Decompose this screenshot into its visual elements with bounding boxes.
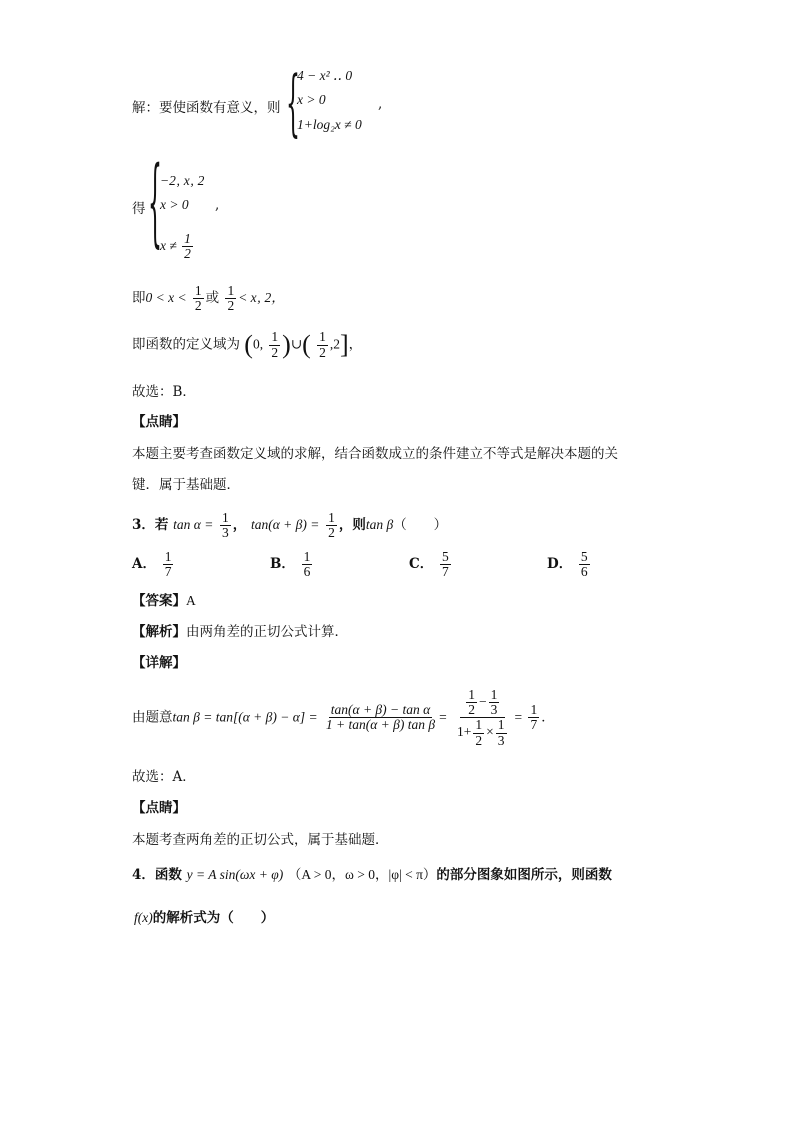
dianjing-text: 键．属于基础题． — [132, 477, 240, 493]
dianjing-text: 本题考查两角差的正切公式，属于基础题． — [132, 832, 389, 848]
choose-answer: 故选：B． — [132, 384, 196, 400]
dianjing-text: 本题主要考查函数定义域的求解，结合函数成立的条件建立不等式是解决本题的关 — [132, 446, 618, 462]
comma: , — [215, 197, 220, 213]
option-d[interactable]: D． $\frac{5}{6}$ — [547, 549, 588, 580]
question-4-stem-cont: f(x)的解析式为（ ） — [134, 910, 275, 926]
question-3-stem: 3．若 tan α = $\frac{1}{3}$ ， tan(α + β) = $\frac{1}{2}$ ，则tan β（ ） — [132, 510, 448, 541]
condition-1: 4 − x² ‥ 0 — [297, 68, 353, 83]
option-b[interactable]: B． $\frac{1}{6}$ — [270, 549, 311, 580]
comma: , — [378, 96, 383, 112]
condition-3: 1+log₂x ≠ 0 — [297, 117, 362, 132]
option-a[interactable]: A． $\frac{1}{7}$ — [132, 549, 172, 580]
left-brace-conditions: { — [286, 62, 300, 145]
inequality-line: 即0 < x < $\frac{1}{2}$ 或 $\frac{1}{2}$ < x‚ 2， — [132, 283, 285, 314]
question-4-stem: 4．函数 y = A sin(ωx + φ) （A > 0，ω > 0，|φ| < π）的部分图象如图所示，则函数 — [132, 867, 612, 883]
detail-equation: 由题意tan β = tan[(α + β) − α] = $\frac{\text{tan(α + β) − tan α}}{\text{1 + tan(α + β) tan β}}$ = $\frac{1}{2}$ − $\frac{1}{3}$ 1+ $\frac{1}{2}$ × $\frac{1}{3}$ = $\frac{1}{7}$ ． — [132, 687, 555, 748]
solution-intro: 解：要使函数有意义，则 — [132, 100, 281, 116]
choose-answer: 故选：A． — [132, 769, 196, 785]
left-brace-results: { — [148, 148, 162, 259]
dianjing-title: 【点睛】 — [132, 414, 186, 430]
answer-line: 【答案】A — [132, 593, 196, 609]
option-c[interactable]: C． $\frac{5}{7}$ — [409, 549, 449, 580]
result-2: x > 0 — [160, 197, 189, 212]
domain-line: 即函数的定义域为 (0, $\frac{1}{2}$ )∪( $\frac{1}{2}$ ,2]， — [132, 329, 363, 360]
result-3: x ≠ $\frac{1}{2}$ — [160, 231, 191, 262]
result-1: −2‚ x‚ 2 — [160, 173, 205, 188]
condition-2: x > 0 — [297, 92, 326, 107]
dianjing-title: 【点睛】 — [132, 800, 186, 816]
got-label: 得 — [132, 201, 146, 217]
analysis-line: 【解析】由两角差的正切公式计算． — [132, 624, 348, 640]
detail-title: 【详解】 — [132, 655, 186, 671]
